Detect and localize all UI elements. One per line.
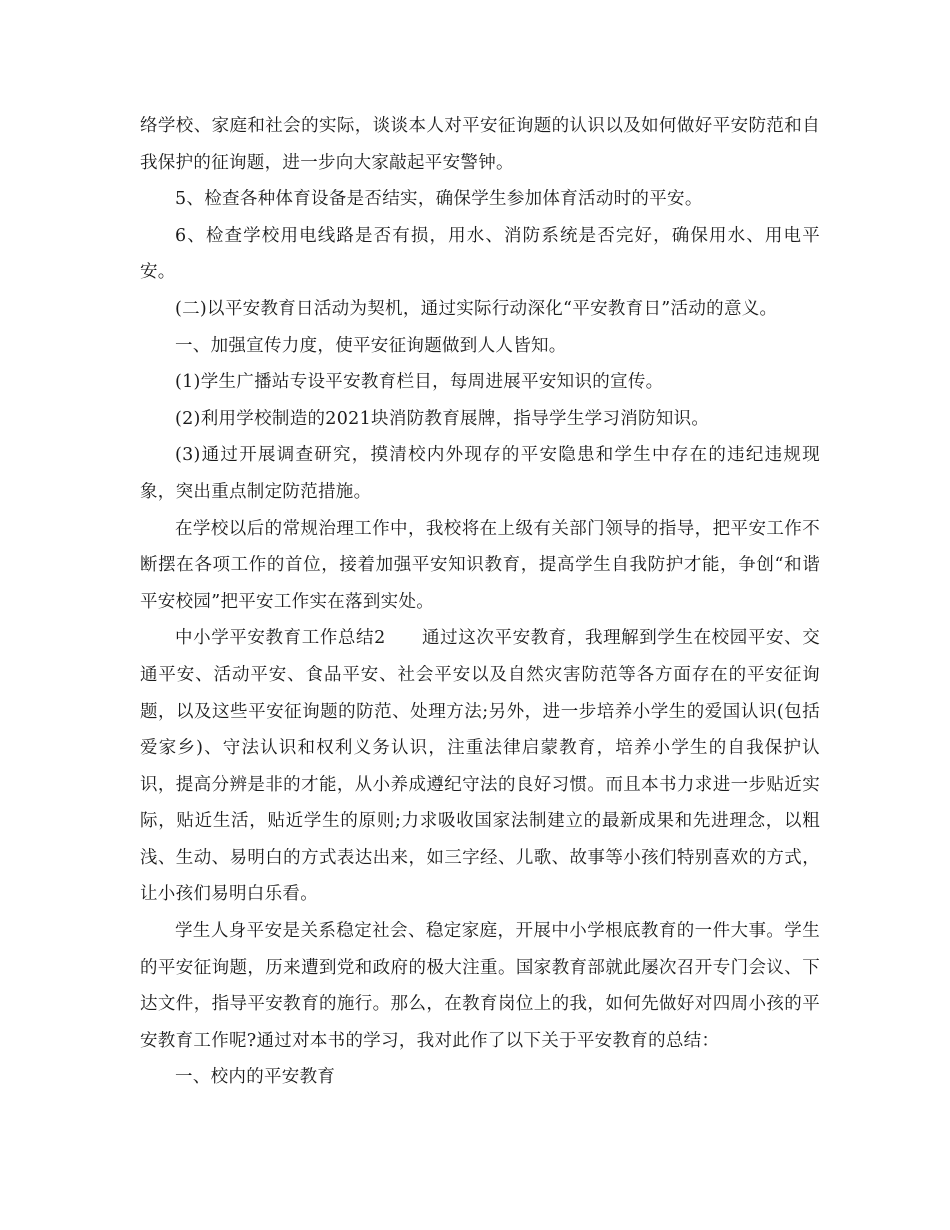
paragraph: 在学校以后的常规治理工作中，我校将在上级有关部门领导的指导，把平安工作不断摆在各项工作的首位，接着加强平安知识教育，提高学生自我防护才能，争创“和谐平安校园”把平安工作实在落到实处。: [140, 518, 820, 612]
section-heading: 一、校内的平安教育: [175, 1067, 336, 1088]
paragraph: (1)学生广播站专设平安教育栏目，每周进展平安知识的宣传。: [175, 372, 664, 393]
paragraph: 5、检查各种体育设备是否结实，确保学生参加体育活动时的平安。: [175, 189, 703, 210]
paragraph: (3)通过开展调查研究，摸清校内外现存的平安隐患和学生中存在的违纪违规现象，突出重点制定防范措施。: [140, 445, 820, 502]
paragraph: 中小学平安教育工作总结2 通过这次平安教育，我理解到学生在校园平安、交通平安、活动平安、食品平安、社会平安以及自然灾害防范等各方面存在的平安征询题，以及这些平安征询题的防范、处理方法;另外，进一步培养小学生的爱国认识(包括爱家乡)、守法认识和权利义务认识，注重法律启蒙教育，培养小学生的自我保护认识，提高分辨是非的才能，从小养成遵纪守法的良好习惯。而且本书力求进一步贴近实际，贴近生活，贴近学生的原则;力求吸收国家法制建立的最新成果和先进理念，以粗浅、生动、易明白的方式表达出来，如三字经、儿歌、故事等小孩们特别喜欢的方式，让小孩们易明白乐看。: [140, 628, 820, 905]
paragraph: 一、加强宣传力度，使平安征询题做到人人皆知。: [175, 335, 567, 356]
paragraph: (2)利用学校制造的2021块消防教育展牌，指导学生学习消防知识。: [175, 408, 710, 429]
paragraph: 络学校、家庭和社会的实际，谈谈本人对平安征询题的认识以及如何做好平安防范和自我保护的征询题，进一步向大家敲起平安警钟。: [140, 116, 820, 173]
document-body: [140, 108, 820, 1096]
paragraph: (二)以平安教育日活动为契机，通过实际行动深化“平安教育日”活动的意义。: [175, 298, 778, 319]
paragraph: 学生人身平安是关系稳定社会、稳定家庭，开展中小学根底教育的一件大事。学生的平安征询题，历来遭到党和政府的极大注重。国家教育部就此屡次召开专门会议、下达文件，指导平安教育的施行。那么，在教育岗位上的我，如何先做好对四周小孩的平安教育工作呢?通过对本书的学习，我对此作了以下关于平安教育的总结：: [140, 921, 820, 1051]
paragraph: 6、检查学校用电线路是否有损，用水、消防系统是否完好，确保用水、用电平安。: [140, 225, 820, 283]
